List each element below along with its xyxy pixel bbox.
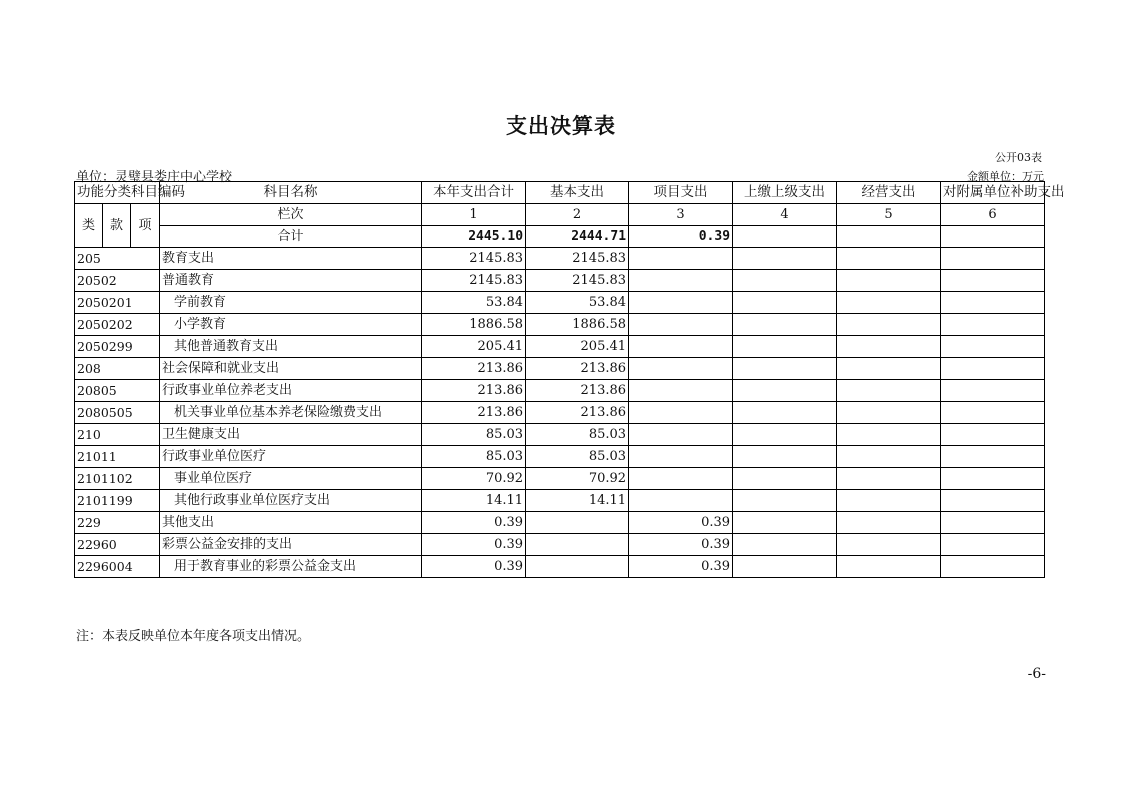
- col-number: 3: [629, 204, 733, 226]
- row-total: 0.39: [422, 534, 526, 556]
- row-project: [629, 446, 733, 468]
- row-basic: 85.03: [526, 446, 629, 468]
- row-upper: [733, 380, 837, 402]
- row-total: 70.92: [422, 468, 526, 490]
- total-label: 合计: [160, 226, 422, 248]
- row-project: [629, 468, 733, 490]
- header-kuan: 款: [103, 204, 131, 248]
- row-subsidy: [941, 270, 1045, 292]
- row-total: 213.86: [422, 380, 526, 402]
- row-basic: [526, 556, 629, 578]
- row-code: 205: [75, 248, 160, 270]
- row-total: 2145.83: [422, 270, 526, 292]
- row-total: 2145.83: [422, 248, 526, 270]
- row-code: 2050299: [75, 336, 160, 358]
- row-name: 行政事业单位医疗: [160, 446, 422, 468]
- row-operating: [837, 358, 941, 380]
- row-basic: 70.92: [526, 468, 629, 490]
- row-code: 210: [75, 424, 160, 446]
- row-total: 85.03: [422, 446, 526, 468]
- row-total: 213.86: [422, 358, 526, 380]
- row-subsidy: [941, 512, 1045, 534]
- table-row: [75, 336, 1045, 358]
- row-subsidy: [941, 358, 1045, 380]
- row-code: 2101102: [75, 468, 160, 490]
- row-operating: [837, 314, 941, 336]
- col-number: 1: [422, 204, 526, 226]
- row-upper: [733, 446, 837, 468]
- row-code: 21011: [75, 446, 160, 468]
- row-code: 2050201: [75, 292, 160, 314]
- row-basic: 213.86: [526, 402, 629, 424]
- table-row: [75, 446, 1045, 468]
- row-operating: [837, 468, 941, 490]
- row-project: 0.39: [629, 534, 733, 556]
- row-name: 事业单位医疗: [160, 468, 422, 490]
- row-total: 0.39: [422, 556, 526, 578]
- row-subsidy: [941, 424, 1045, 446]
- header-project: 项目支出: [629, 182, 733, 204]
- row-upper: [733, 424, 837, 446]
- row-code: 20502: [75, 270, 160, 292]
- row-subsidy: [941, 446, 1045, 468]
- row-upper: [733, 292, 837, 314]
- table-row: [75, 468, 1045, 490]
- header-basic: 基本支出: [526, 182, 629, 204]
- table-row: [75, 270, 1045, 292]
- row-total: 205.41: [422, 336, 526, 358]
- total-total: 2445.10: [422, 226, 526, 248]
- row-project: [629, 314, 733, 336]
- row-code: 2101199: [75, 490, 160, 512]
- row-upper: [733, 512, 837, 534]
- row-basic: [526, 512, 629, 534]
- row-subsidy: [941, 402, 1045, 424]
- header-operating: 经营支出: [837, 182, 941, 204]
- amount-unit: 金额单位：万元: [967, 170, 1044, 183]
- page-number: -6-: [1027, 666, 1046, 682]
- row-name: 教育支出: [160, 248, 422, 270]
- row-upper: [733, 468, 837, 490]
- row-name: 行政事业单位养老支出: [160, 380, 422, 402]
- row-operating: [837, 534, 941, 556]
- row-code: 208: [75, 358, 160, 380]
- row-name: 其他支出: [160, 512, 422, 534]
- row-name: 学前教育: [160, 292, 422, 314]
- total-project: 0.39: [629, 226, 733, 248]
- row-code: 2296004: [75, 556, 160, 578]
- total-upper: [733, 226, 837, 248]
- row-basic: 213.86: [526, 380, 629, 402]
- row-basic: 14.11: [526, 490, 629, 512]
- col-number: 2: [526, 204, 629, 226]
- row-total: 0.39: [422, 512, 526, 534]
- row-project: [629, 424, 733, 446]
- row-name: 社会保障和就业支出: [160, 358, 422, 380]
- total-operating: [837, 226, 941, 248]
- row-upper: [733, 314, 837, 336]
- row-basic: 85.03: [526, 424, 629, 446]
- table-row: [75, 534, 1045, 556]
- row-subsidy: [941, 490, 1045, 512]
- row-basic: 2145.83: [526, 248, 629, 270]
- row-upper: [733, 490, 837, 512]
- row-name: 其他普通教育支出: [160, 336, 422, 358]
- row-subsidy: [941, 534, 1045, 556]
- row-code: 2080505: [75, 402, 160, 424]
- row-operating: [837, 380, 941, 402]
- row-name: 彩票公益金安排的支出: [160, 534, 422, 556]
- row-project: [629, 336, 733, 358]
- row-project: [629, 380, 733, 402]
- col-number: 4: [733, 204, 837, 226]
- row-operating: [837, 424, 941, 446]
- header-upper: 上缴上级支出: [733, 182, 837, 204]
- row-name: 其他行政事业单位医疗支出: [160, 490, 422, 512]
- table-row: [75, 314, 1045, 336]
- row-upper: [733, 534, 837, 556]
- header-subject-name: 科目名称: [160, 182, 422, 204]
- table-note: 注：本表反映单位本年度各项支出情况。: [76, 629, 311, 644]
- row-total: 213.86: [422, 402, 526, 424]
- row-total: 53.84: [422, 292, 526, 314]
- row-upper: [733, 402, 837, 424]
- row-total: 14.11: [422, 490, 526, 512]
- row-basic: 213.86: [526, 358, 629, 380]
- header-lanci: 栏次: [160, 204, 422, 226]
- row-operating: [837, 270, 941, 292]
- table-row: [75, 248, 1045, 270]
- row-upper: [733, 248, 837, 270]
- row-operating: [837, 292, 941, 314]
- expenditure-table: [74, 181, 1065, 578]
- table-row: [75, 292, 1045, 314]
- row-upper: [733, 556, 837, 578]
- row-total: 85.03: [422, 424, 526, 446]
- row-code: 229: [75, 512, 160, 534]
- row-upper: [733, 336, 837, 358]
- col-number: 5: [837, 204, 941, 226]
- total-row: [75, 226, 1045, 248]
- column-number-row: [75, 204, 1045, 226]
- row-operating: [837, 248, 941, 270]
- row-project: [629, 270, 733, 292]
- row-name: 卫生健康支出: [160, 424, 422, 446]
- total-subsidy: [941, 226, 1045, 248]
- row-subsidy: [941, 292, 1045, 314]
- row-upper: [733, 270, 837, 292]
- row-basic: 205.41: [526, 336, 629, 358]
- row-operating: [837, 402, 941, 424]
- row-name: 机关事业单位基本养老保险缴费支出: [160, 402, 422, 424]
- table-row: [75, 490, 1045, 512]
- row-subsidy: [941, 468, 1045, 490]
- table-row: [75, 380, 1045, 402]
- row-basic: [526, 534, 629, 556]
- row-name: 小学教育: [160, 314, 422, 336]
- table-row: [75, 424, 1045, 446]
- row-operating: [837, 336, 941, 358]
- header-xiang: 项: [131, 204, 160, 248]
- row-operating: [837, 446, 941, 468]
- row-project: 0.39: [629, 512, 733, 534]
- header-category-code: 功能分类科目编码: [75, 182, 160, 204]
- table-row: [75, 358, 1045, 380]
- col-number: 6: [941, 204, 1045, 226]
- table-row: [75, 512, 1045, 534]
- table-row: [75, 556, 1045, 578]
- unit-label: 单位：灵璧县娄庄中心学校: [76, 170, 233, 185]
- row-subsidy: [941, 336, 1045, 358]
- row-operating: [837, 556, 941, 578]
- row-basic: 53.84: [526, 292, 629, 314]
- table-header-row: [75, 182, 1045, 204]
- row-project: [629, 248, 733, 270]
- form-code: 公开03表: [995, 151, 1042, 164]
- row-operating: [837, 490, 941, 512]
- row-code: 2050202: [75, 314, 160, 336]
- table-row: [75, 402, 1045, 424]
- header-total: 本年支出合计: [422, 182, 526, 204]
- row-total: 1886.58: [422, 314, 526, 336]
- row-code: 20805: [75, 380, 160, 402]
- row-operating: [837, 512, 941, 534]
- page-title: 支出决算表: [506, 114, 616, 138]
- row-project: [629, 490, 733, 512]
- header-subsidy: 对附属单位补助支出: [941, 182, 1045, 204]
- row-basic: 1886.58: [526, 314, 629, 336]
- row-subsidy: [941, 314, 1045, 336]
- row-subsidy: [941, 248, 1045, 270]
- row-subsidy: [941, 556, 1045, 578]
- row-code: 22960: [75, 534, 160, 556]
- row-name: 普通教育: [160, 270, 422, 292]
- row-project: [629, 292, 733, 314]
- row-project: [629, 402, 733, 424]
- row-subsidy: [941, 380, 1045, 402]
- header-lei: 类: [75, 204, 103, 248]
- row-name: 用于教育事业的彩票公益金支出: [160, 556, 422, 578]
- row-upper: [733, 358, 837, 380]
- row-basic: 2145.83: [526, 270, 629, 292]
- total-basic: 2444.71: [526, 226, 629, 248]
- row-project: 0.39: [629, 556, 733, 578]
- row-project: [629, 358, 733, 380]
